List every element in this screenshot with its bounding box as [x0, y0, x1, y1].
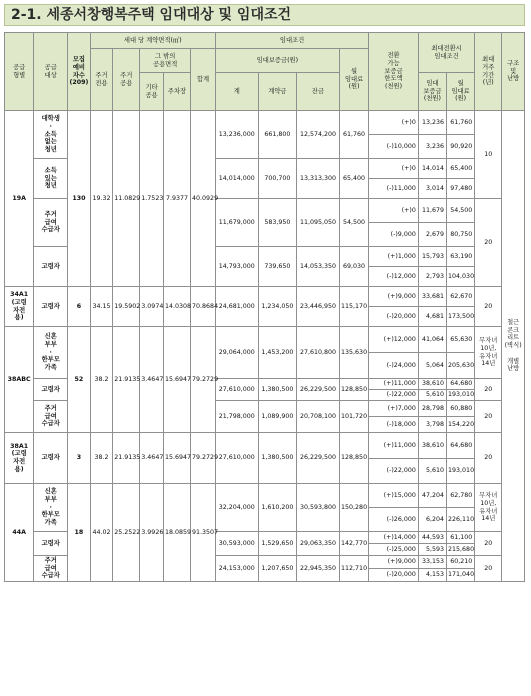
cell-exclusive: 44.02 — [90, 484, 113, 582]
header-rent-group: 임대조건 — [215, 33, 368, 49]
cell-contract: 1,380,500 — [258, 379, 296, 401]
cell-conv-limit: (-)22,000 — [369, 390, 419, 401]
cell-max-term: 20 — [475, 556, 502, 582]
cell-sum: 79.2729 — [191, 433, 216, 484]
cell-monthly: 128,850 — [339, 379, 368, 401]
cell-deposit: 27,610,000 — [215, 433, 258, 484]
cell-parking: 18.0859 — [163, 484, 190, 582]
cell-conv-limit: (-)25,000 — [369, 544, 419, 556]
cell-parking: 14.0308 — [163, 287, 190, 327]
cell-contract: 1,380,500 — [258, 433, 296, 484]
cell-type: 38A1 (고령 자전 용) — [5, 433, 34, 484]
cell-total: 18 — [68, 484, 91, 582]
header-area-common: 주거 공용 — [113, 49, 140, 111]
cell-parking: 7.9377 — [163, 111, 190, 287]
cell-total: 130 — [68, 111, 91, 287]
section-title-bar — [4, 4, 525, 26]
cell-max-term: 무자녀 10년, 유자녀 14년 — [475, 327, 502, 379]
cell-max-monthly: 226,110 — [447, 508, 475, 532]
cell-max-monthly: 104,030 — [447, 267, 475, 287]
cell-balance: 13,313,300 — [297, 159, 340, 199]
cell-monthly: 69,030 — [339, 247, 368, 287]
cell-balance: 12,574,200 — [297, 111, 340, 159]
cell-conv-limit: (+)11,000 — [369, 433, 419, 459]
cell-max-term: 20 — [475, 379, 502, 401]
cell-conv-limit: (-)12,000 — [369, 267, 419, 287]
cell-max-monthly: 60,880 — [447, 401, 475, 417]
cell-common: 11.0829 — [113, 111, 140, 287]
cell-contract: 1,453,200 — [258, 327, 296, 379]
header-max-conv-group: 최대전환시 임대조건 — [418, 33, 474, 73]
header-sum: 합계 — [191, 49, 216, 111]
cell-max-monthly: 215,680 — [447, 544, 475, 556]
cell-conv-limit: (+)11,000 — [369, 379, 419, 390]
cell-other: 3.4647 — [140, 433, 164, 484]
cell-contract: 739,650 — [258, 247, 296, 287]
cell-monthly: 65,400 — [339, 159, 368, 199]
cell-contract: 661,800 — [258, 111, 296, 159]
cell-max-monthly: 62,670 — [447, 287, 475, 307]
cell-total: 3 — [68, 433, 91, 484]
rent-conditions-table — [4, 32, 525, 582]
header-conv-limit: 전환 가능 보증금 한도액 (천원) — [369, 33, 419, 111]
cell-conv-limit: (+)0 — [369, 199, 419, 223]
cell-max-monthly: 173,500 — [447, 307, 475, 327]
cell-common: 21.9135 — [113, 327, 140, 433]
cell-conv-limit: (-)18,000 — [369, 417, 419, 433]
cell-balance: 27,610,800 — [297, 327, 340, 379]
cell-max-monthly: 205,630 — [447, 353, 475, 379]
cell-conv-limit: (-)20,000 — [369, 307, 419, 327]
table-row — [5, 484, 525, 508]
cell-conv-limit: (-)20,000 — [369, 569, 419, 582]
cell-max-deposit: 47,204 — [418, 484, 446, 508]
cell-max-deposit: 41,064 — [418, 327, 446, 353]
cell-balance: 22,945,350 — [297, 556, 340, 582]
cell-contract: 1,529,650 — [258, 532, 296, 556]
cell-common: 25.2522 — [113, 484, 140, 582]
cell-max-term: 20 — [475, 433, 502, 484]
cell-structure: 철근 콘크 리트 (벽식) 개별 난방 — [502, 111, 525, 582]
header-other-group: 그 밖의 공용면적 — [140, 49, 191, 73]
cell-conv-limit: (-)22,000 — [369, 459, 419, 484]
cell-monthly: 101,720 — [339, 401, 368, 433]
cell-contract: 700,700 — [258, 159, 296, 199]
cell-conv-limit: (+)9,000 — [369, 287, 419, 307]
cell-target: 주거 급여 수급자 — [34, 199, 68, 247]
cell-balance: 26,229,500 — [297, 379, 340, 401]
cell-max-deposit: 13,236 — [418, 111, 446, 135]
header-parking: 주차장 — [163, 73, 190, 111]
cell-max-deposit: 44,593 — [418, 532, 446, 544]
table-row — [5, 433, 525, 459]
cell-exclusive: 34.15 — [90, 287, 113, 327]
cell-monthly: 54,500 — [339, 199, 368, 247]
cell-max-deposit: 15,793 — [418, 247, 446, 267]
cell-max-monthly: 54,500 — [447, 199, 475, 223]
cell-monthly: 142,770 — [339, 532, 368, 556]
cell-max-monthly: 61,100 — [447, 532, 475, 544]
cell-parking: 15.6947 — [163, 327, 190, 433]
cell-max-deposit: 33,681 — [418, 287, 446, 307]
cell-target: 신혼 부부 · 한부모 가족 — [34, 484, 68, 532]
cell-conv-limit: (+)9,000 — [369, 556, 419, 569]
cell-other: 3.4647 — [140, 327, 164, 433]
cell-max-term: 20 — [475, 287, 502, 327]
cell-max-deposit: 38,610 — [418, 433, 446, 459]
cell-total: 52 — [68, 327, 91, 433]
cell-max-monthly: 80,750 — [447, 223, 475, 247]
cell-max-deposit: 3,798 — [418, 417, 446, 433]
cell-max-monthly: 65,630 — [447, 327, 475, 353]
cell-contract: 1,610,200 — [258, 484, 296, 532]
cell-monthly: 128,850 — [339, 433, 368, 484]
cell-target: 고령자 — [34, 287, 68, 327]
cell-monthly: 150,280 — [339, 484, 368, 532]
header-balance: 잔금 — [297, 73, 340, 111]
cell-max-deposit: 33,153 — [418, 556, 446, 569]
cell-parking: 15.6947 — [163, 433, 190, 484]
cell-sum: 91.3507 — [191, 484, 216, 582]
cell-contract: 1,207,650 — [258, 556, 296, 582]
cell-conv-limit: (+)7,000 — [369, 401, 419, 417]
cell-balance: 14,053,350 — [297, 247, 340, 287]
header-deposit-total: 계 — [215, 73, 258, 111]
cell-target: 소득 있는 청년 — [34, 159, 68, 199]
cell-max-monthly: 97,480 — [447, 179, 475, 199]
cell-deposit: 21,798,000 — [215, 401, 258, 433]
cell-common: 19.5902 — [113, 287, 140, 327]
cell-other: 3.9926 — [140, 484, 164, 582]
cell-conv-limit: (-)11,000 — [369, 179, 419, 199]
cell-deposit: 14,793,000 — [215, 247, 258, 287]
cell-max-deposit: 5,064 — [418, 353, 446, 379]
table-row — [5, 287, 525, 307]
header-monthly: 월 임대료 (원) — [339, 49, 368, 111]
cell-conv-limit: (+)1,000 — [369, 247, 419, 267]
cell-max-deposit: 4,153 — [418, 569, 446, 582]
cell-type: 34A1 (고령 자전 용) — [5, 287, 34, 327]
header-area-group: 세대 당 계약면적(㎡) — [90, 33, 215, 49]
cell-sum: 40.0929 — [191, 111, 216, 287]
cell-max-deposit: 5,610 — [418, 390, 446, 401]
cell-target: 대학생 · 소득 없는 청년 — [34, 111, 68, 159]
cell-max-monthly: 193,010 — [447, 390, 475, 401]
cell-max-monthly: 65,400 — [447, 159, 475, 179]
cell-deposit: 32,204,000 — [215, 484, 258, 532]
cell-conv-limit: (+)12,000 — [369, 327, 419, 353]
cell-conv-limit: (-)24,000 — [369, 353, 419, 379]
cell-exclusive: 38.2 — [90, 327, 113, 433]
cell-deposit: 11,679,000 — [215, 199, 258, 247]
header-contract: 계약금 — [258, 73, 296, 111]
cell-max-monthly: 61,760 — [447, 111, 475, 135]
cell-balance: 11,095,050 — [297, 199, 340, 247]
cell-conv-limit: (+)0 — [369, 159, 419, 179]
cell-max-deposit: 5,610 — [418, 459, 446, 484]
cell-type: 44A — [5, 484, 34, 582]
cell-deposit: 13,236,000 — [215, 111, 258, 159]
header-deposit-group: 임대보증금(원) — [215, 49, 339, 73]
cell-max-term: 20 — [475, 401, 502, 433]
cell-exclusive: 38.2 — [90, 433, 113, 484]
cell-max-monthly: 193,010 — [447, 459, 475, 484]
cell-other: 1.7523 — [140, 111, 164, 287]
cell-monthly: 61,760 — [339, 111, 368, 159]
header-max-deposit: 임대 보증금 (천원) — [418, 73, 446, 111]
cell-deposit: 24,681,000 — [215, 287, 258, 327]
cell-conv-limit: (+)0 — [369, 111, 419, 135]
cell-max-deposit: 3,236 — [418, 135, 446, 159]
header-type: 공급 형별 — [5, 33, 34, 111]
cell-monthly: 115,170 — [339, 287, 368, 327]
cell-exclusive: 19.32 — [90, 111, 113, 287]
cell-max-monthly: 63,190 — [447, 247, 475, 267]
section-title: 2-1. 세종서창행복주택 임대대상 및 임대조건 — [11, 7, 292, 23]
cell-target: 고령자 — [34, 532, 68, 556]
table-row — [5, 327, 525, 353]
cell-max-deposit: 3,014 — [418, 179, 446, 199]
cell-max-deposit: 11,679 — [418, 199, 446, 223]
header-area-exclusive: 주거 전용 — [90, 49, 113, 111]
cell-target: 주거 급여 수급자 — [34, 401, 68, 433]
cell-contract: 583,950 — [258, 199, 296, 247]
cell-deposit: 27,610,000 — [215, 379, 258, 401]
cell-monthly: 135,630 — [339, 327, 368, 379]
cell-max-monthly: 154,220 — [447, 417, 475, 433]
cell-conv-limit: (+)15,000 — [369, 484, 419, 508]
cell-target: 신혼 부부 · 한부모 가족 — [34, 327, 68, 379]
cell-max-deposit: 6,204 — [418, 508, 446, 532]
header-other-common: 기타 공용 — [140, 73, 164, 111]
table-row — [5, 111, 525, 135]
cell-type: 38ABC — [5, 327, 34, 433]
header-max-monthly: 월 임대료 (원) — [447, 73, 475, 111]
cell-max-monthly: 64,680 — [447, 433, 475, 459]
cell-max-deposit: 5,593 — [418, 544, 446, 556]
cell-contract: 1,089,900 — [258, 401, 296, 433]
cell-target: 고령자 — [34, 433, 68, 484]
cell-max-term: 10 — [475, 111, 502, 199]
cell-conv-limit: (-)10,000 — [369, 135, 419, 159]
cell-max-term: 20 — [475, 532, 502, 556]
cell-conv-limit: (-)26,000 — [369, 508, 419, 532]
cell-deposit: 14,014,000 — [215, 159, 258, 199]
cell-balance: 23,446,950 — [297, 287, 340, 327]
cell-target: 고령자 — [34, 247, 68, 287]
cell-max-monthly: 171,040 — [447, 569, 475, 582]
cell-sum: 70.8684 — [191, 287, 216, 327]
cell-target: 주거 급여 수급자 — [34, 556, 68, 582]
cell-deposit: 30,593,000 — [215, 532, 258, 556]
cell-max-monthly: 62,780 — [447, 484, 475, 508]
cell-max-monthly: 64,680 — [447, 379, 475, 390]
cell-deposit: 24,153,000 — [215, 556, 258, 582]
cell-conv-limit: (-)9,000 — [369, 223, 419, 247]
cell-balance: 20,708,100 — [297, 401, 340, 433]
cell-deposit: 29,064,000 — [215, 327, 258, 379]
header-structure: 구조 및 난방 — [502, 33, 525, 111]
cell-max-deposit: 2,793 — [418, 267, 446, 287]
cell-max-deposit: 14,014 — [418, 159, 446, 179]
header-target: 공급 대상 — [34, 33, 68, 111]
cell-target: 고령자 — [34, 379, 68, 401]
cell-conv-limit: (+)14,000 — [369, 532, 419, 544]
cell-other: 3.0974 — [140, 287, 164, 327]
cell-max-deposit: 4,681 — [418, 307, 446, 327]
cell-max-term: 20 — [475, 199, 502, 287]
cell-monthly: 112,710 — [339, 556, 368, 582]
cell-max-deposit: 2,679 — [418, 223, 446, 247]
cell-contract: 1,234,050 — [258, 287, 296, 327]
cell-sum: 79.2729 — [191, 327, 216, 433]
header-max-term: 최대 거주 기간 (년) — [475, 33, 502, 111]
cell-balance: 29,063,350 — [297, 532, 340, 556]
cell-balance: 30,593,800 — [297, 484, 340, 532]
cell-balance: 26,229,500 — [297, 433, 340, 484]
cell-max-monthly: 60,210 — [447, 556, 475, 569]
cell-max-monthly: 90,920 — [447, 135, 475, 159]
header-total: 모집 예비 자수 (209) — [68, 33, 91, 111]
cell-common: 21.9135 — [113, 433, 140, 484]
cell-max-term: 무자녀 10년, 유자녀 14년 — [475, 484, 502, 532]
cell-max-deposit: 28,798 — [418, 401, 446, 417]
cell-type: 19A — [5, 111, 34, 287]
cell-max-deposit: 38,610 — [418, 379, 446, 390]
cell-total: 6 — [68, 287, 91, 327]
